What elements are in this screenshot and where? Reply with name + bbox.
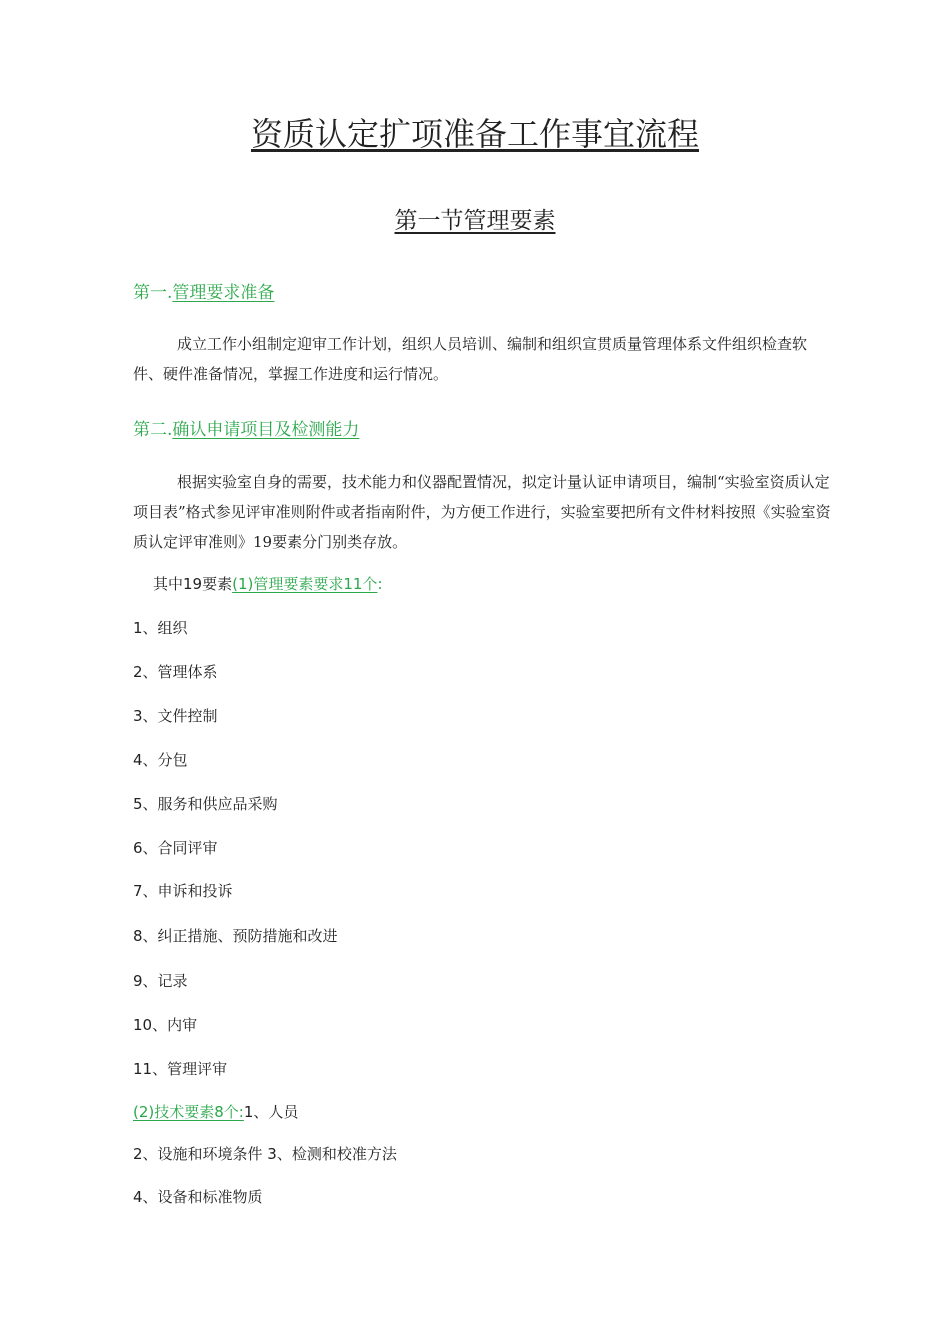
tech-elements-link: (2)技术要素8个: <box>133 1103 244 1121</box>
list-item: 2、设施和环境条件 3、检测和校准方法 <box>133 1145 397 1163</box>
elements-intro-colon: : <box>377 575 383 593</box>
tech-elements-intro <box>133 1101 298 1123</box>
tech-elements-first-item: 1、人员 <box>243 1103 299 1121</box>
document-title: 资质认定扩项准备工作事宜流程 <box>250 115 699 153</box>
section-2-prefix: 第二. <box>133 420 173 440</box>
elements-intro-lead: 其中19要素 <box>153 575 233 593</box>
list-item: 2、管理体系 <box>133 663 218 681</box>
section-1-prefix: 第一. <box>133 283 173 303</box>
section-title: 第一节管理要素 <box>394 208 556 234</box>
list-item: 4、设备和标准物质 <box>133 1188 263 1206</box>
elements-intro <box>153 573 383 595</box>
management-elements-link: (1)管理要素要求11个 <box>232 575 378 593</box>
section-2-heading-text: 确认申请项目及检测能力 <box>172 420 360 440</box>
list-item: 5、服务和供应品采购 <box>133 795 278 813</box>
section-2-paragraph: 根据实验室自身的需要，技术能力和仪器配置情况，拟定计量认证申请项目，编制“实验室资质认定项目表”格式参见评审准则附件或者指南附件，为方便工作进行，实验室要把所有文件材料按照《实验室资质认定评审准则》19要素分门别类存放。 <box>133 473 831 551</box>
list-item: 7、申诉和投诉 <box>133 882 233 900</box>
list-item: 6、合同评审 <box>133 839 218 857</box>
list-item: 11、管理评审 <box>133 1060 228 1078</box>
list-item: 10、内审 <box>133 1016 198 1034</box>
list-item: 1、组织 <box>133 619 188 637</box>
section-2-heading <box>133 417 359 443</box>
list-item: 3、文件控制 <box>133 707 218 725</box>
section-1-paragraph: 成立工作小组制定迎审工作计划，组织人员培训、编制和组织宣贯质量管理体系文件组织检查软件、硬件准备情况，掌握工作进度和运行情况。 <box>133 335 808 383</box>
list-item: 9、记录 <box>133 972 188 990</box>
section-1-heading-text: 管理要求准备 <box>172 283 275 303</box>
section-1-heading <box>133 280 274 306</box>
list-item: 8、纠正措施、预防措施和改进 <box>133 927 338 945</box>
list-item: 4、分包 <box>133 751 188 769</box>
